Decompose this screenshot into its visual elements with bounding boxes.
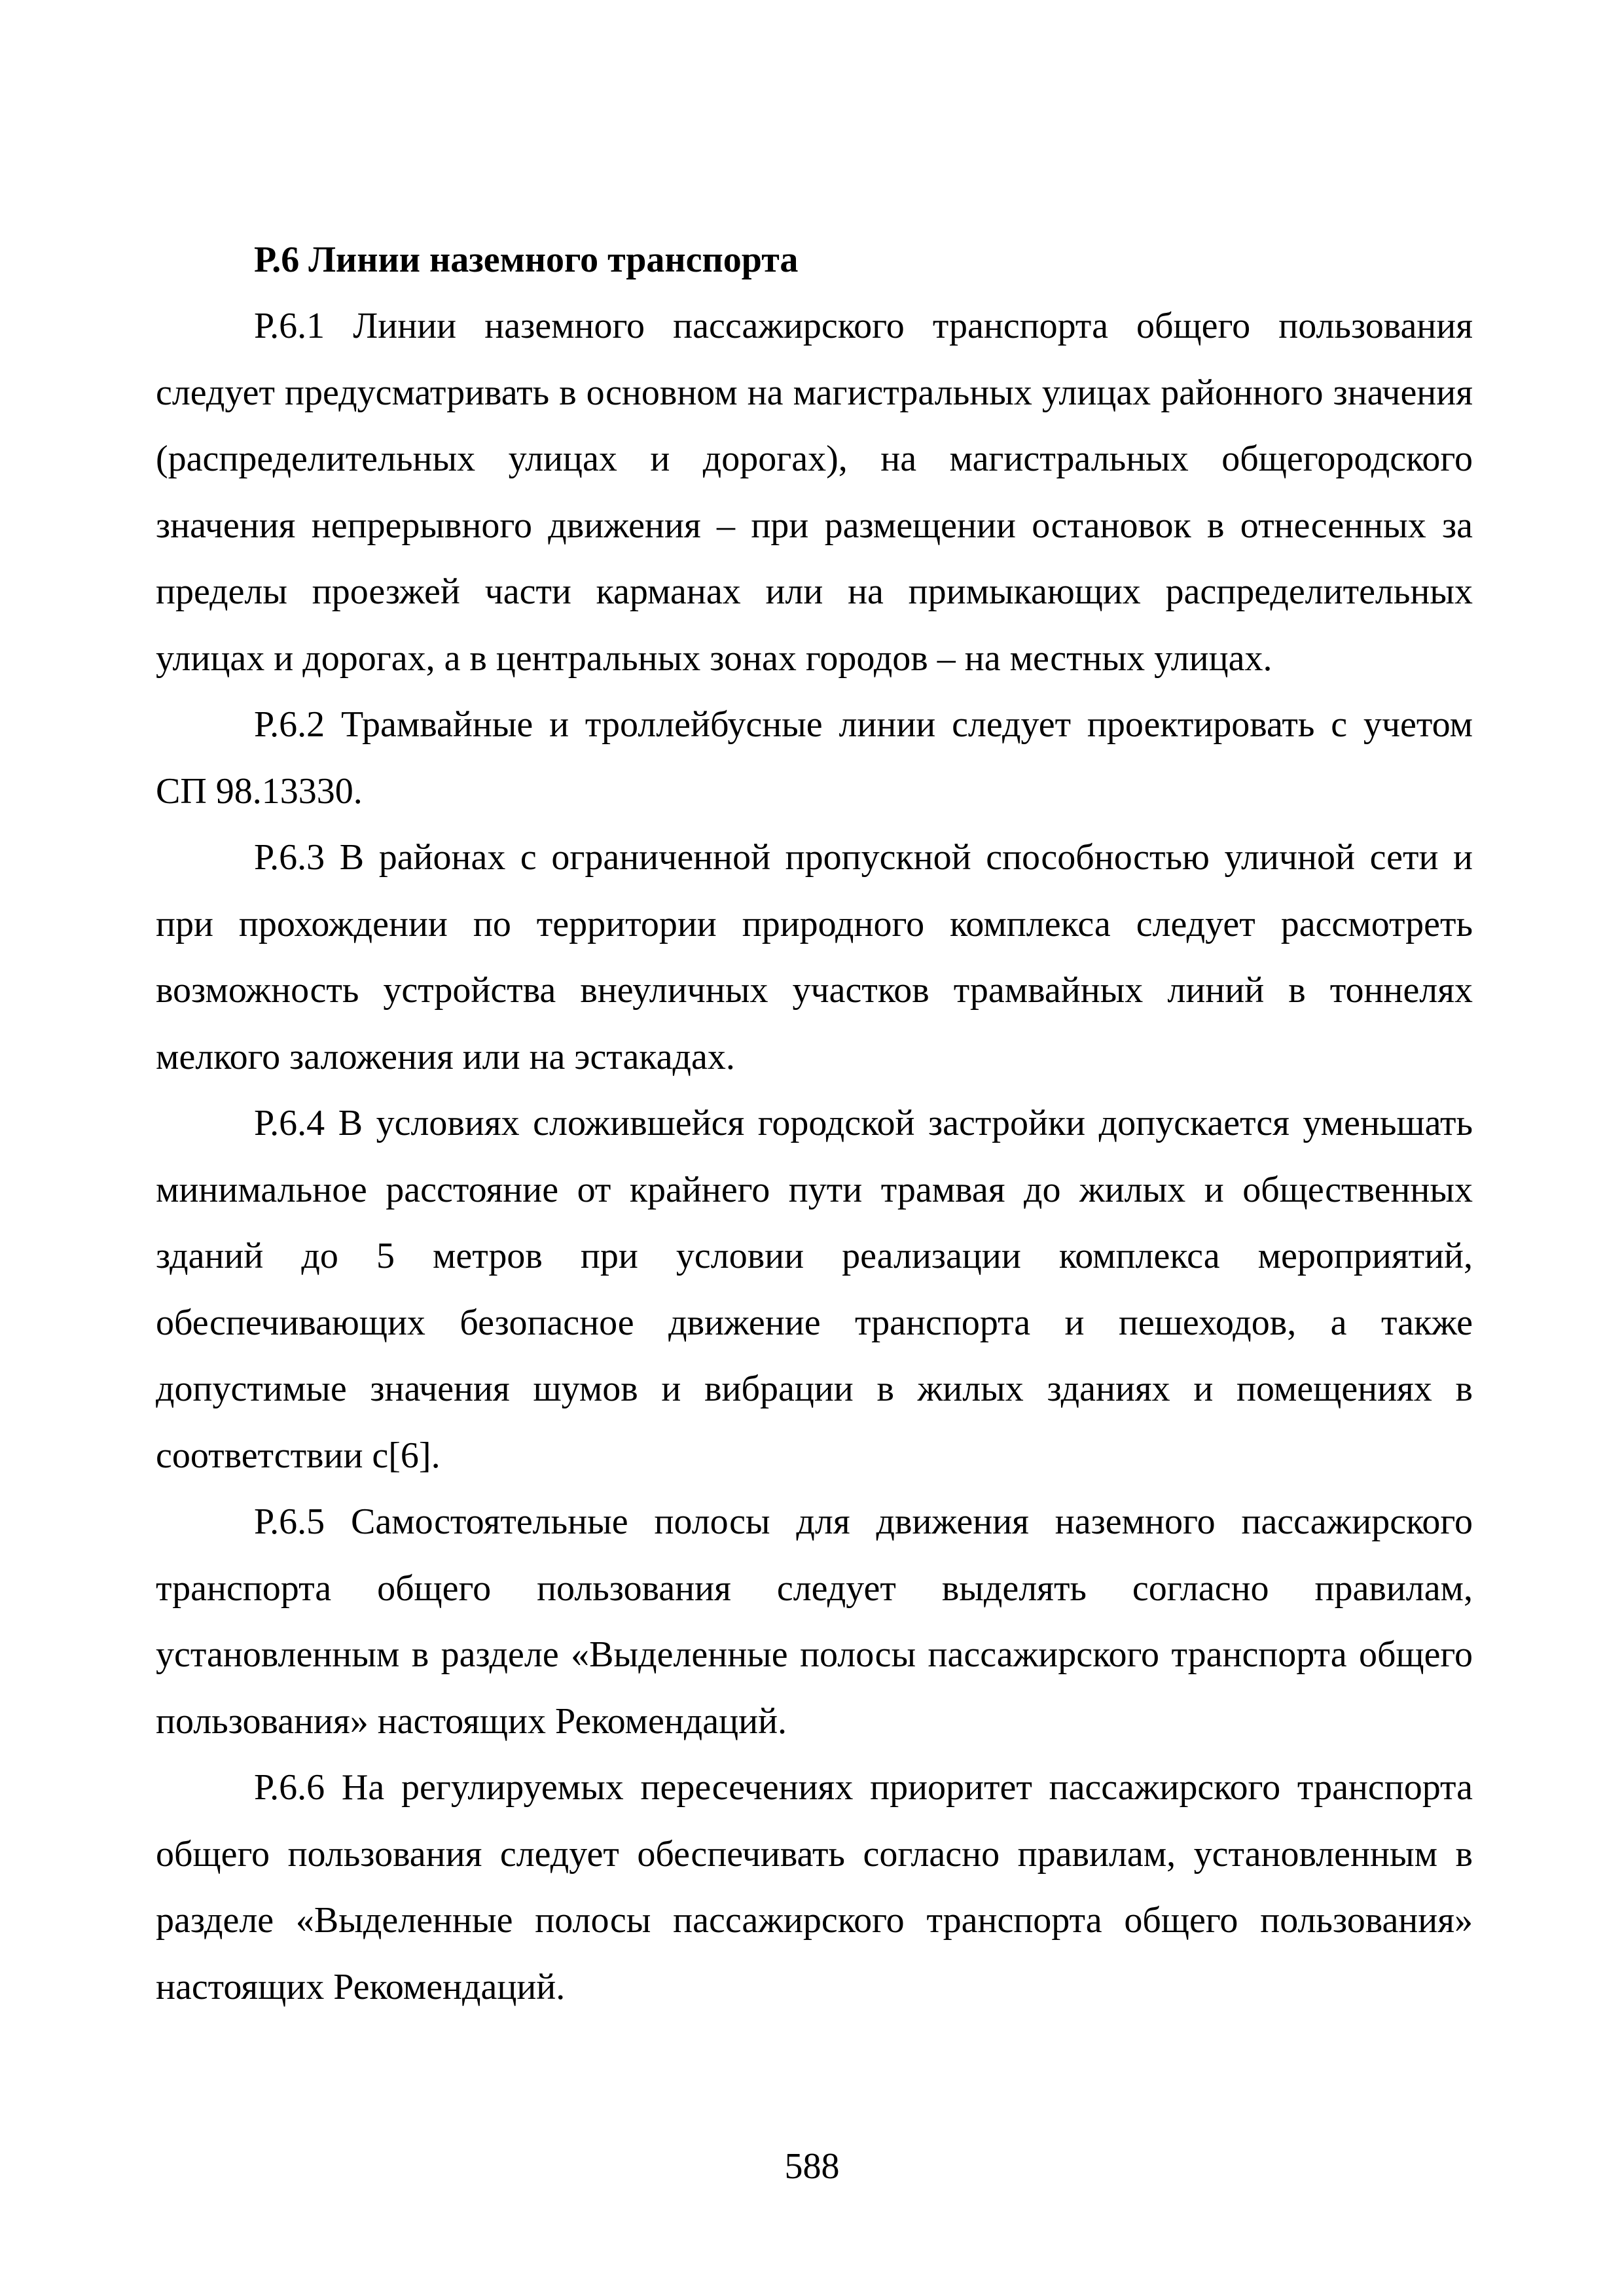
page-content	[156, 226, 1473, 2020]
paragraph-p-6-1: Р.6.1 Линии наземного пассажирского транспорта общего пользования следует предусматривать в основном на магистральных улицах районного значения (распределительных улицах и дорогах), на магистральных общегородского значения непрерывного движения – при размещении остановок в отнесенных за пределы проезжей части карманах или на примыкающих распределительных улицах и дорогах, а в центральных зонах городов – на местных улицах.	[156, 306, 1473, 679]
paragraph-p-6-2: Р.6.2 Трамвайные и троллейбусные линии следует проектировать с учетом СП 98.13330.	[156, 704, 1473, 812]
paragraph-p-6-6: Р.6.6 На регулируемых пересечениях приоритет пассажирского транспорта общего пользования следует обеспечивать согласно правилам, установленным в разделе «Выделенные полосы пассажирского транспорта общего пользования» настоящих Рекомендаций.	[156, 1767, 1473, 2007]
page-number: 588	[784, 2146, 840, 2187]
paragraph-p-6-3: Р.6.3 В районах с ограниченной пропускной способностью уличной сети и при прохождении по территории природного комплекса следует рассмотреть возможность устройства внеуличных участков трамвайных линий в тоннелях мелкого заложения или на эстакадах.	[156, 837, 1473, 1077]
section-heading: Р.6 Линии наземного транспорта	[254, 240, 799, 280]
paragraph-p-6-4: Р.6.4 В условиях сложившейся городской застройки допускается уменьшать минимальное расстояние от крайнего пути трамвая до жилых и общественных зданий до 5 метров при условии реализации комплекса мероприятий, обеспечивающих безопасное движение транспорта и пешеходов, а также допустимые значения шумов и вибрации в жилых зданиях и помещениях в соответствии с[6].	[156, 1103, 1473, 1476]
paragraph-p-6-5: Р.6.5 Самостоятельные полосы для движения наземного пассажирского транспорта общего пользования следует выделять согласно правилам, установленным в разделе «Выделенные полосы пассажирского транспорта общего пользования» настоящих Рекомендаций.	[156, 1501, 1473, 1742]
